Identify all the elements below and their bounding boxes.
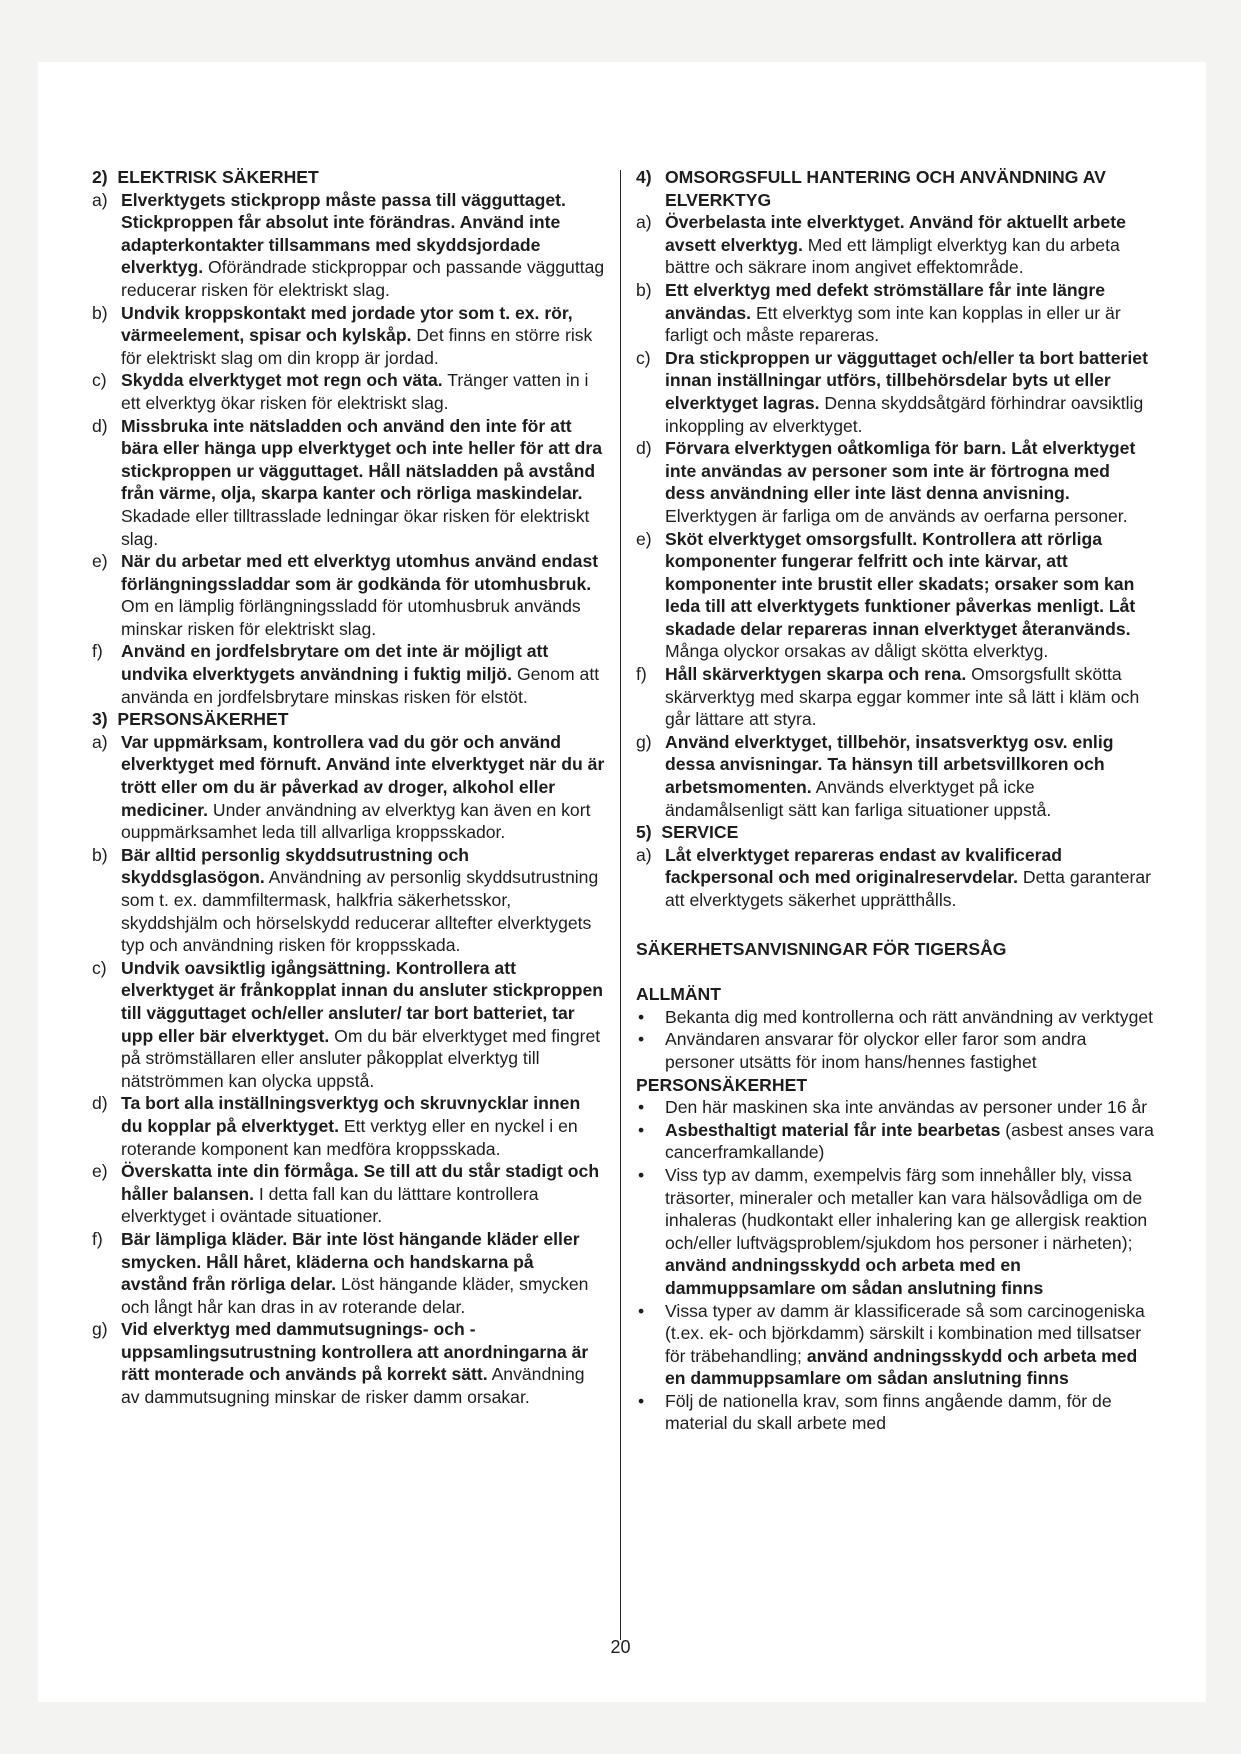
item-explanation: Denna skyddsåtgärd förhindrar oavsiktlig inkoppling av elverktyget. <box>665 392 1144 436</box>
item-label: a) <box>636 212 652 233</box>
item-label: a) <box>92 189 108 210</box>
item-explanation: Användning av dammutsugning minskar de risker damm orsakar. <box>121 1364 585 1408</box>
bullet-item <box>636 1390 1154 1435</box>
list-item <box>92 1228 605 1318</box>
item-label: e) <box>92 1161 108 1182</box>
person-safety-bullets <box>636 1096 1154 1435</box>
bullet-item <box>636 1300 1154 1390</box>
bullet-item <box>636 1028 1154 1073</box>
bullet-icon: • <box>638 1390 645 1411</box>
item-label: c) <box>636 347 651 368</box>
electrical-safety-list <box>92 189 605 709</box>
item-explanation: Används elverktyget på icke ändamålsenligt sätt kan farliga situationer uppstå. <box>665 777 1052 820</box>
list-item <box>636 211 1154 279</box>
general-bullets <box>636 1006 1154 1074</box>
list-item <box>636 528 1154 664</box>
list-item <box>636 279 1154 347</box>
item-instruction: Missbruka inte nätsladden och använd den inte för att bära eller hänga upp elverktyget och inte heller för att dra stickproppen ur vägguttaget. Håll nätsladden på avstånd från värme, olja, skarpa kanter och rörliga maskindelar. <box>121 415 603 504</box>
item-label: f) <box>92 641 103 662</box>
bullet-icon: • <box>638 1164 645 1185</box>
item-instruction: Var uppmärksam, kontrollera vad du gör och använd elverktyget med förnuft. Använd inte elverktyget när du är trött eller om du är påverkad av droger, alkohol eller mediciner. <box>121 731 605 820</box>
item-explanation: Ett elverktyg som inte kan kopplas in eller ur är farligt och måste repareras. <box>665 302 1121 346</box>
item-instruction: Använd en jordfelsbrytare om det inte är möjligt att undvika elverktygets användning i fuktig miljö. <box>121 641 549 685</box>
item-instruction: Ta bort alla inställningsverktyg och skruvnycklar innen du kopplar på elverktyget. <box>121 1093 581 1136</box>
item-explanation: Skadade eller tilltrasslade ledningar ökar risken för elektriskt slag. <box>121 505 590 549</box>
right-column <box>636 166 1154 1435</box>
bullet-text: Bekanta dig med kontrollerna och rätt användning av verktyget <box>665 1006 1154 1027</box>
list-item <box>92 302 605 370</box>
item-explanation: Oförändrade stickproppar och passande vägguttag reducerar risken för elektriskt slag. <box>121 257 605 300</box>
item-instruction: Förvara elverktygen oåtkomliga för barn. Låt elverktyget inte användas av personer som inte är förtrogna med dess användning eller inte läst denna anvisning. <box>665 438 1136 504</box>
list-item <box>92 189 605 302</box>
item-label: b) <box>92 302 108 323</box>
bullet-item <box>636 1119 1154 1164</box>
item-label: g) <box>92 1319 108 1340</box>
item-explanation: Omsorgsfullt skötta skärverktyg med skarpa eggar kommer inte så lätt i kläm och går lättare att styra. <box>665 664 1140 730</box>
item-explanation: Med ett lämpligt elverktyg kan du arbeta bättre och säkrare inom angivet effektområde. <box>665 234 1120 278</box>
careful-handling-list <box>636 211 1154 821</box>
list-item <box>92 1092 605 1160</box>
item-instruction: Håll skärverktygen skarpa och rena. <box>665 664 967 685</box>
item-explanation: Om du bär elverktyget med fingret på strömställaren eller ansluter påkopplat elverktyg till nätströmmen kan olycka uppstå. <box>121 1025 601 1091</box>
item-explanation: Användning av personlig skyddsutrustning som t. ex. dammfiltermask, halkfria säkerhetsskor, skyddshjälm och hörselskydd reducerar alltefter elverktygets typ och användning risken för kroppsskada. <box>121 867 599 956</box>
list-item <box>92 415 605 551</box>
item-label: a) <box>636 844 652 865</box>
bullet-bold-advice: använd andningsskydd och arbeta med en dammuppsamlare om sådan anslutning finns <box>665 1345 1138 1389</box>
item-instruction: Låt elverktyget repareras endast av kvalificerad fackpersonal och med originalreservdelar. <box>665 844 1063 888</box>
careful-handling-title-text: OMSORGSFULL HANTERING OCH ANVÄNDNING AV ELVERKTYG <box>665 167 1106 210</box>
bullet-text: Viss typ av damm, exempelvis färg som innehåller bly, vissa träsorter, mineraler och metaller kan vara hälsovådliga om de inhaleras (hudkontakt eller inhalering kan ge allergisk reaktion och/eller luftvägsproblem/sjukdom hos personer i närheten); <box>665 1164 1148 1253</box>
item-label: c) <box>92 957 107 978</box>
item-label: c) <box>92 370 107 391</box>
item-label: d) <box>636 438 652 459</box>
item-explanation: Elverktygen är farliga om de används av oerfarna personer. <box>665 505 1128 526</box>
item-label: a) <box>92 731 108 752</box>
item-explanation: Om en lämplig förlängningssladd för utomhusbruk används minskar risken för elektriskt slag. <box>121 596 581 639</box>
bullet-bold-advice: använd andningsskydd och arbeta med en dammuppsamlare om sådan anslutning finns <box>665 1255 1044 1298</box>
item-instruction: När du arbetar med ett elverktyg utomhus använd endast förlängningssladdar som är godkända för utomhusbruk. <box>121 551 599 594</box>
list-item <box>92 1160 605 1228</box>
item-instruction: Använd elverktyget, tillbehör, insatsverktyg osv. enlig dessa anvisningar. Ta hänsyn till arbetsvillkoren och arbetsmomenten. <box>665 731 1114 798</box>
item-label: g) <box>636 731 652 752</box>
general-title: ALLMÄNT <box>636 984 722 1005</box>
item-label: f) <box>92 1228 103 1249</box>
bullet-text: Den här maskinen ska inte användas av personer under 16 år <box>665 1097 1148 1118</box>
item-instruction: Dra stickproppen ur vägguttaget och/eller ta bort batteriet innan inställningar utförs, tillbehörsdelar byts ut eller elverktyget lagras. <box>665 347 1148 413</box>
list-item <box>92 731 605 844</box>
item-label: f) <box>636 664 647 685</box>
list-item <box>636 844 1154 912</box>
list-item <box>92 1318 605 1408</box>
reciprocating-saw-heading: SÄKERHETSANVISNINGAR FÖR TIGERSÅG <box>636 938 1007 959</box>
item-instruction: Vid elverktyg med dammutsugnings- och -uppsamlingsutrustning kontrollera att anordningarna är rätt monterade och används på korrekt sätt. <box>121 1319 589 1385</box>
list-item <box>636 663 1154 731</box>
bullet-bold-text: Asbesthaltigt material får inte bearbetas <box>665 1119 1001 1140</box>
list-item <box>92 844 605 957</box>
item-instruction: Sköt elverktyget omsorgsfullt. Kontrollera att rörliga komponenter fungerar felfritt och inte kärvar, att komponenter inte brustit eller skadats; orsaker som kan leda till att elverktygets funktioner påverkas menligt. Låt skadade delar repareras innan elverktyget återanvänds. <box>665 528 1136 639</box>
list-item <box>92 369 605 414</box>
item-instruction: Elverktygets stickpropp måste passa till vägguttaget. Stickproppen får absolut inte förändras. Använd inte adapterkontakter tillsammans med skyddsjordade elverktyg. <box>121 189 566 278</box>
section-title-electrical-safety: 2) ELEKTRISK SÄKERHET <box>92 167 319 187</box>
item-explanation: Under användning av elverktyg kan även en kort ouppmärksamhet leda till allvarliga kroppsskador. <box>121 799 591 843</box>
bullet-text: Vissa typer av damm är klassificerade så som carcinogeniska (t.ex. ek- och björkdamm) särskilt i kombination med tillsatser för träbehandling; <box>665 1300 1145 1366</box>
list-item <box>92 957 605 1093</box>
item-explanation: Ett verktyg eller en nyckel i en roterande komponent kan medföra kroppsskada. <box>121 1115 578 1159</box>
person-safety-title: PERSONSÄKERHET <box>636 1074 808 1095</box>
personal-safety-list <box>92 731 605 1409</box>
item-instruction: Bär lämpliga kläder. Bär inte löst hängande kläder eller smycken. Håll håret, kläderna och handskarna på avstånd från rörliga delar. <box>121 1228 580 1295</box>
bullet-item <box>636 1006 1154 1029</box>
column-divider <box>620 170 621 1640</box>
list-item <box>636 437 1154 527</box>
section-title-personal-safety: 3) PERSONSÄKERHET <box>92 709 289 730</box>
list-item <box>92 640 605 708</box>
service-list <box>636 844 1154 912</box>
item-label: b) <box>92 844 108 865</box>
bullet-item <box>636 1164 1154 1300</box>
item-explanation: Tränger vatten in i ett elverktyg ökar risken för elektriskt slag. <box>121 370 589 413</box>
item-label: e) <box>636 528 652 549</box>
item-label: d) <box>92 1093 108 1114</box>
item-instruction: Skydda elverktyget mot regn och väta. <box>121 370 443 391</box>
bullet-icon: • <box>638 1119 645 1140</box>
section-title-careful-handling: 4) OMSORGSFULL HANTERING OCH ANVÄNDNING AV ELVERKTYG <box>636 167 1106 210</box>
item-explanation: I detta fall kan du lätttare kontrollera elverktyget i oväntade situationer. <box>121 1183 539 1227</box>
item-instruction: Undvik kroppskontakt med jordade ytor som t. ex. rör, värmeelement, spisar och kylskåp. <box>121 302 573 346</box>
bullet-text: (asbest anses vara cancerframkallande) <box>665 1119 1154 1163</box>
item-instruction: Överskatta inte din förmåga. Se till att du står stadigt och håller balansen. <box>121 1161 600 1204</box>
left-column <box>92 166 605 1409</box>
item-explanation: Löst hängande kläder, smycken och långt hår kan dras in av roterande delar. <box>121 1274 589 1317</box>
item-label: e) <box>92 551 108 572</box>
list-item <box>636 731 1154 821</box>
section-title-service: 5) SERVICE <box>636 822 739 843</box>
bullet-text: Följ de nationella krav, som finns angående damm, för de material du skall arbete med <box>665 1390 1112 1434</box>
item-explanation: Genom att använda en jordfelsbrytare minskas risken för elstöt. <box>121 664 600 707</box>
bullet-icon: • <box>638 1006 645 1027</box>
page-number: 20 <box>610 1637 631 1657</box>
item-instruction: Ett elverktyg med defekt strömställare får inte längre användas. <box>665 279 1105 323</box>
bullet-icon: • <box>638 1029 645 1050</box>
item-instruction: Undvik oavsiktlig igångsättning. Kontrollera att elverktyget är frånkopplat innan du ansluter stickproppen till vägguttaget och/eller ansluter/ tar bort batteriet, tar upp eller bär elverktyget. <box>121 957 603 1046</box>
bullet-icon: • <box>638 1097 645 1118</box>
item-explanation: Det finns en större risk för elektriskt slag om din kropp är jordad. <box>121 325 593 368</box>
item-instruction: Överbelasta inte elverktyget. Använd för aktuellt arbete avsett elverktyg. <box>665 212 1126 255</box>
bullet-icon: • <box>638 1300 645 1321</box>
item-instruction: Bär alltid personlig skyddsutrustning och skyddsglasögon. <box>121 844 470 888</box>
list-item <box>636 347 1154 437</box>
item-explanation: Många olyckor orsakas av dåligt skötta elverktyg. <box>665 641 1049 662</box>
bullet-text: Användaren ansvarar för olyckor eller faror som andra personer utsätts för inom hans/hennes fastighet <box>665 1029 1087 1072</box>
bullet-item <box>636 1096 1154 1119</box>
item-label: b) <box>636 279 652 300</box>
list-item <box>92 550 605 640</box>
item-label: d) <box>92 415 108 436</box>
item-explanation: Detta garanterar att elverktygets säkerhet upprätthålls. <box>665 867 1152 910</box>
